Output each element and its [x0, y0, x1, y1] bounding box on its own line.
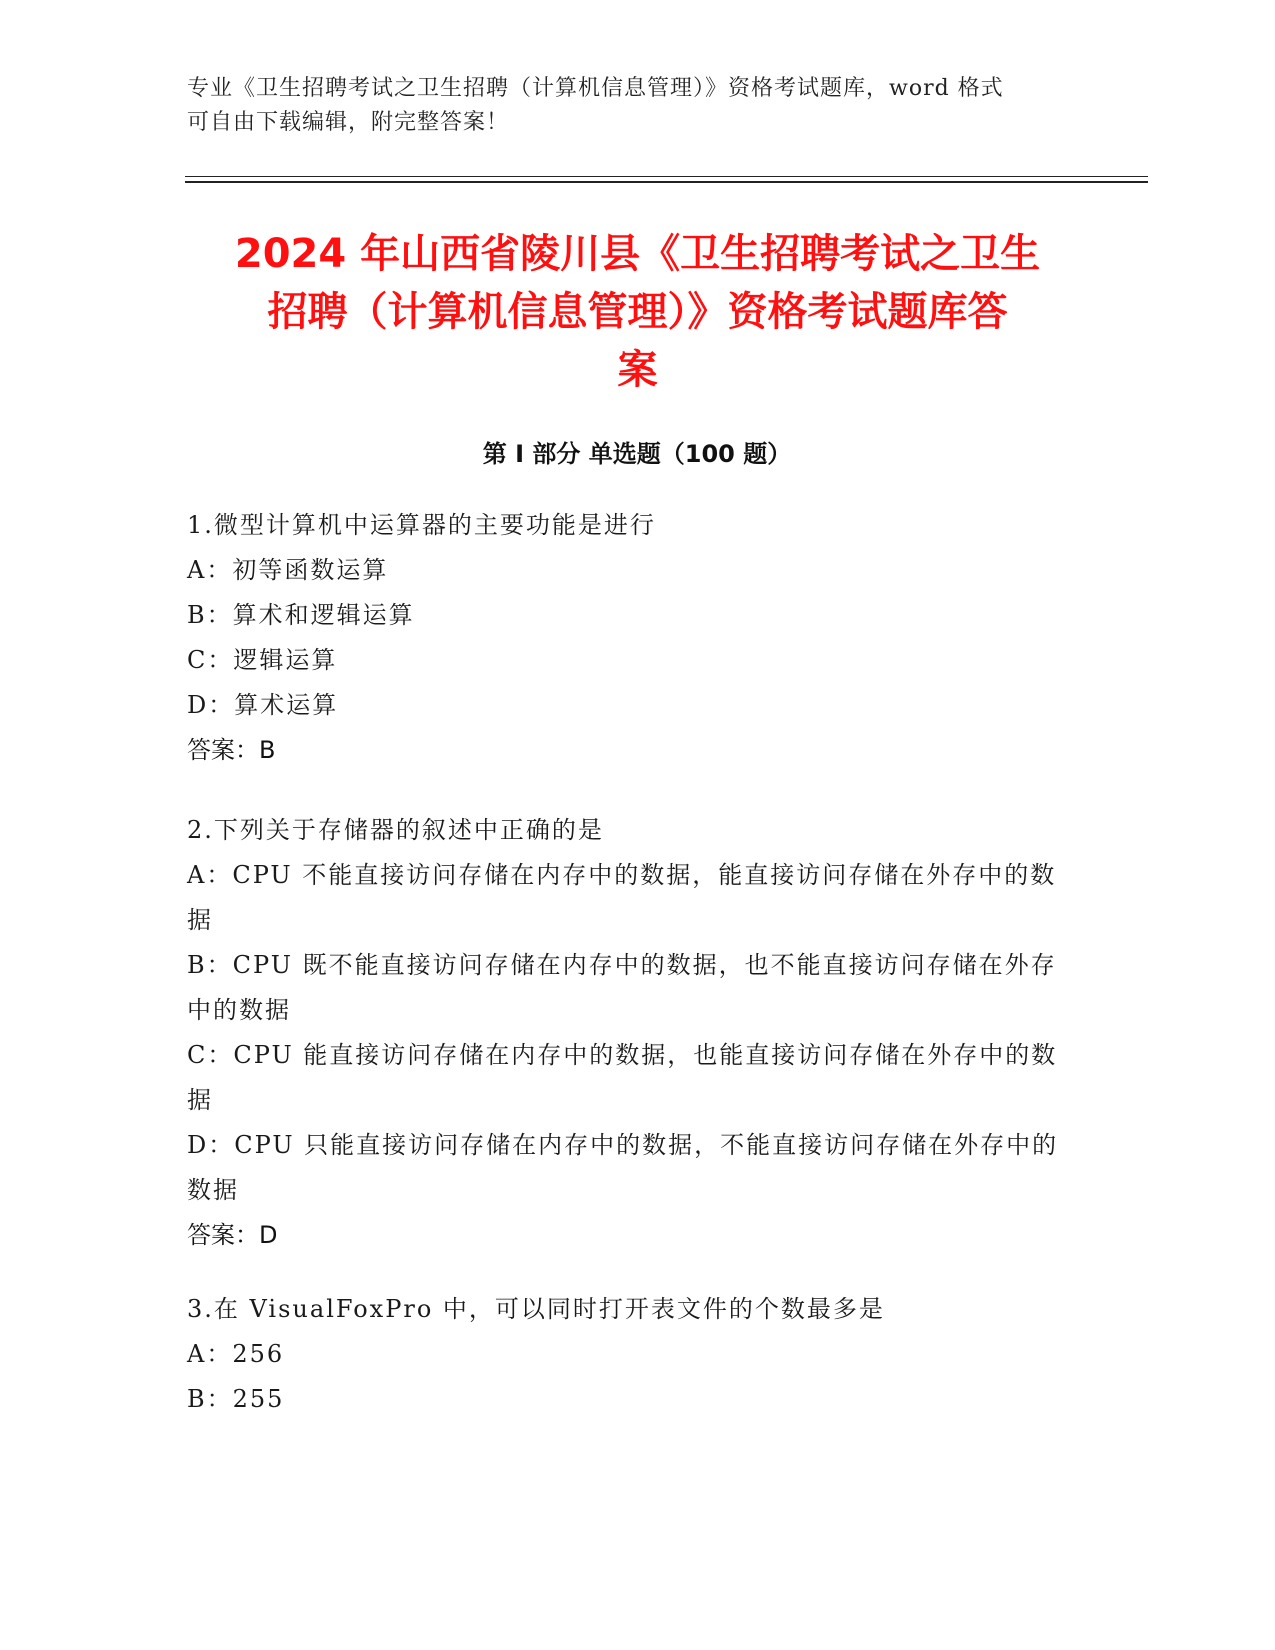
option-c: C：CPU 能直接访问存储在内存中的数据，也能直接访问存储在外存中的数据 [187, 1041, 1058, 1114]
document-title-line-1: 2024 年山西省陵川县《卫生招聘考试之卫生 [234, 231, 1041, 277]
answer: 答案：B [187, 736, 276, 764]
option-d: D：CPU 只能直接访问存储在内存中的数据，不能直接访问存储在外存中的数据 [187, 1131, 1059, 1204]
option-b: B：CPU 既不能直接访问存储在内存中的数据，也不能直接访问存储在外存中的数据 [187, 951, 1057, 1024]
document-title-line-2: 招聘（计算机信息管理）》资格考试题库答 [267, 289, 1008, 335]
question-2 [187, 808, 1067, 1258]
option-a: A：CPU 不能直接访问存储在内存中的数据，能直接访问存储在外存中的数据 [187, 861, 1057, 934]
header-note-line-1: 专业《卫生招聘考试之卫生招聘（计算机信息管理）》资格考试题库，word 格式 [187, 76, 1004, 101]
question-1 [187, 503, 1067, 773]
section-title: 第 I 部分 单选题（100 题） [482, 440, 792, 468]
option-d: D：算术运算 [187, 691, 339, 719]
header-note [187, 72, 1067, 140]
question-stem: 3.在 VisualFoxPro 中，可以同时打开表文件的个数最多是 [187, 1295, 885, 1323]
document-title-line-3: 案 [617, 347, 658, 393]
option-c: C：逻辑运算 [187, 646, 338, 674]
option-a: A：256 [187, 1340, 285, 1368]
header-divider-bottom [185, 181, 1148, 183]
question-stem: 1.微型计算机中运算器的主要功能是进行 [187, 511, 656, 539]
question-stem: 2.下列关于存储器的叙述中正确的是 [187, 816, 604, 844]
document-title [160, 225, 1115, 399]
option-b: B：255 [187, 1385, 285, 1413]
option-b: B：算术和逻辑运算 [187, 601, 415, 629]
question-3 [187, 1287, 1067, 1422]
header-divider-top [185, 176, 1148, 177]
option-a: A：初等函数运算 [187, 556, 389, 584]
answer: 答案：D [187, 1221, 278, 1249]
header-note-line-2: 可自由下载编辑，附完整答案！ [187, 110, 510, 135]
